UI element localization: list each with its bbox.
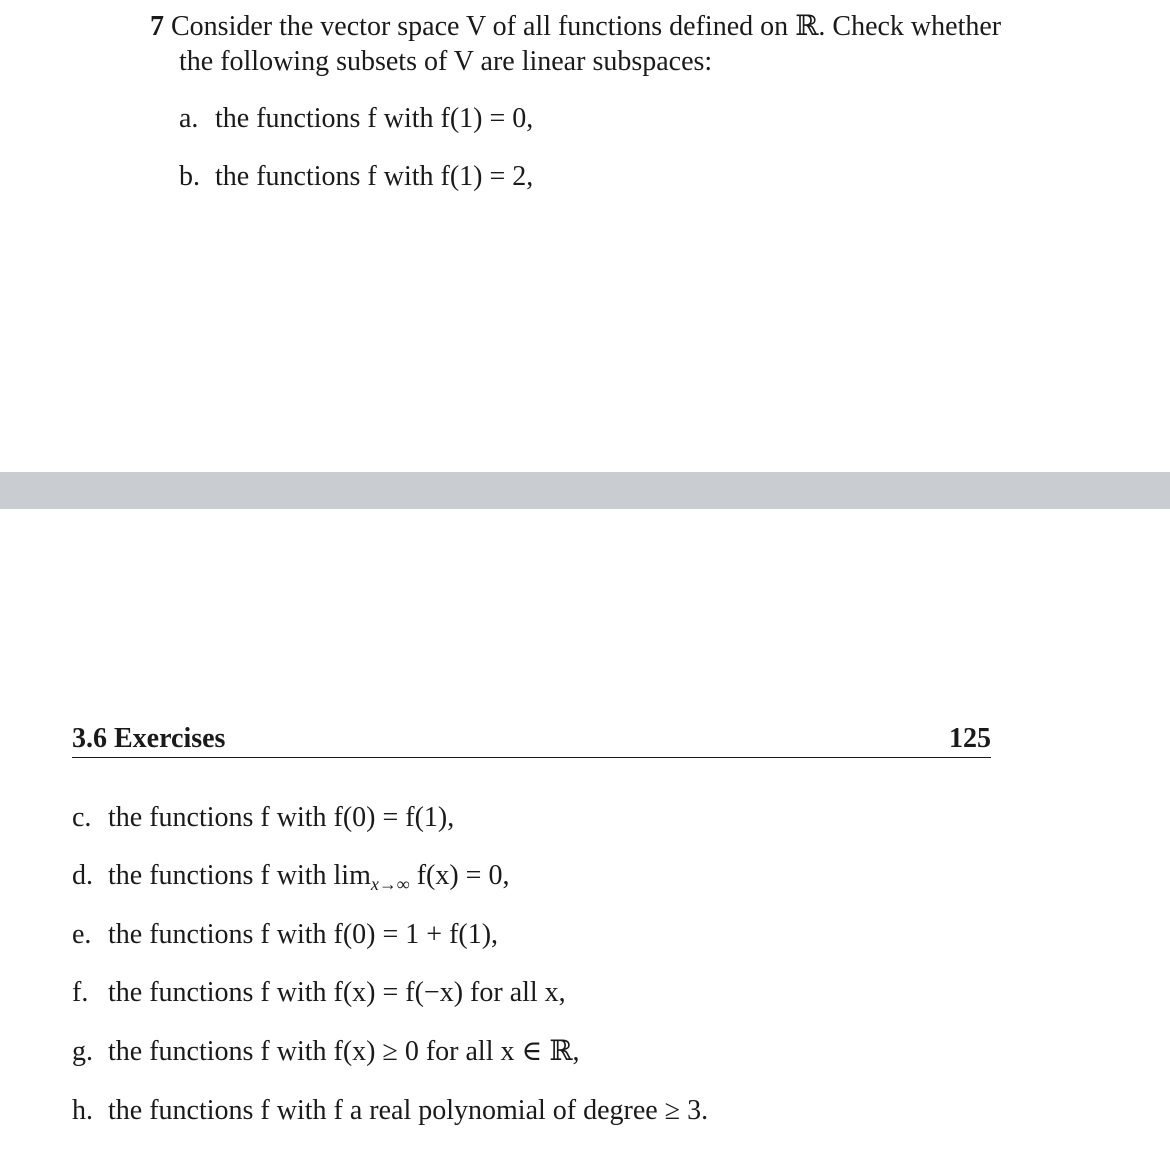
item-text: the functions f with f(0) = 1 + f(1), — [108, 919, 499, 950]
item-text: the functions f with f(0) = f(1), — [108, 802, 455, 833]
item-label: f. — [72, 977, 89, 1008]
limit-subscript: x→∞ — [370, 874, 410, 894]
list-item — [179, 160, 533, 194]
exercise-intro-line-1 — [150, 10, 1001, 44]
exercise-number: 7 — [150, 11, 164, 42]
item-label: a. — [179, 103, 199, 134]
section-title: 3.6 Exercises — [72, 723, 226, 754]
item-text: the functions f with f(1) = 0, — [215, 103, 534, 134]
item-label: e. — [72, 919, 92, 950]
list-item — [72, 918, 498, 952]
exercise-intro-line-2: the following subsets of V are linear subspaces: — [179, 46, 713, 77]
item-text: the functions f with f a real polynomial of degree ≥ 3. — [108, 1095, 709, 1126]
item-label: c. — [72, 802, 92, 833]
page-gap — [0, 472, 1170, 509]
item-text: the functions f with f(x) = f(−x) for all x, — [108, 977, 566, 1008]
list-item — [72, 859, 509, 895]
page-bottom — [0, 509, 1170, 1152]
list-item — [72, 976, 566, 1010]
item-label: g. — [72, 1036, 93, 1067]
item-text-after: f(x) = 0, — [409, 860, 510, 891]
list-item — [72, 801, 454, 835]
item-text: the functions f with f(1) = 2, — [215, 161, 534, 192]
list-item — [179, 102, 533, 136]
list-item — [72, 1035, 580, 1069]
item-label: b. — [179, 161, 200, 192]
running-header — [72, 723, 991, 758]
list-item — [72, 1094, 708, 1128]
page-top — [0, 0, 1170, 472]
page-number: 125 — [949, 723, 991, 754]
item-text-before: the functions f with lim — [108, 860, 371, 891]
item-label: h. — [72, 1095, 93, 1126]
item-text: the functions f with f(x) ≥ 0 for all x ∈ ℝ, — [108, 1036, 580, 1067]
item-label: d. — [72, 860, 93, 891]
exercise-intro-text-1: Consider the vector space V of all functions defined on ℝ. Check whether — [171, 11, 1002, 42]
